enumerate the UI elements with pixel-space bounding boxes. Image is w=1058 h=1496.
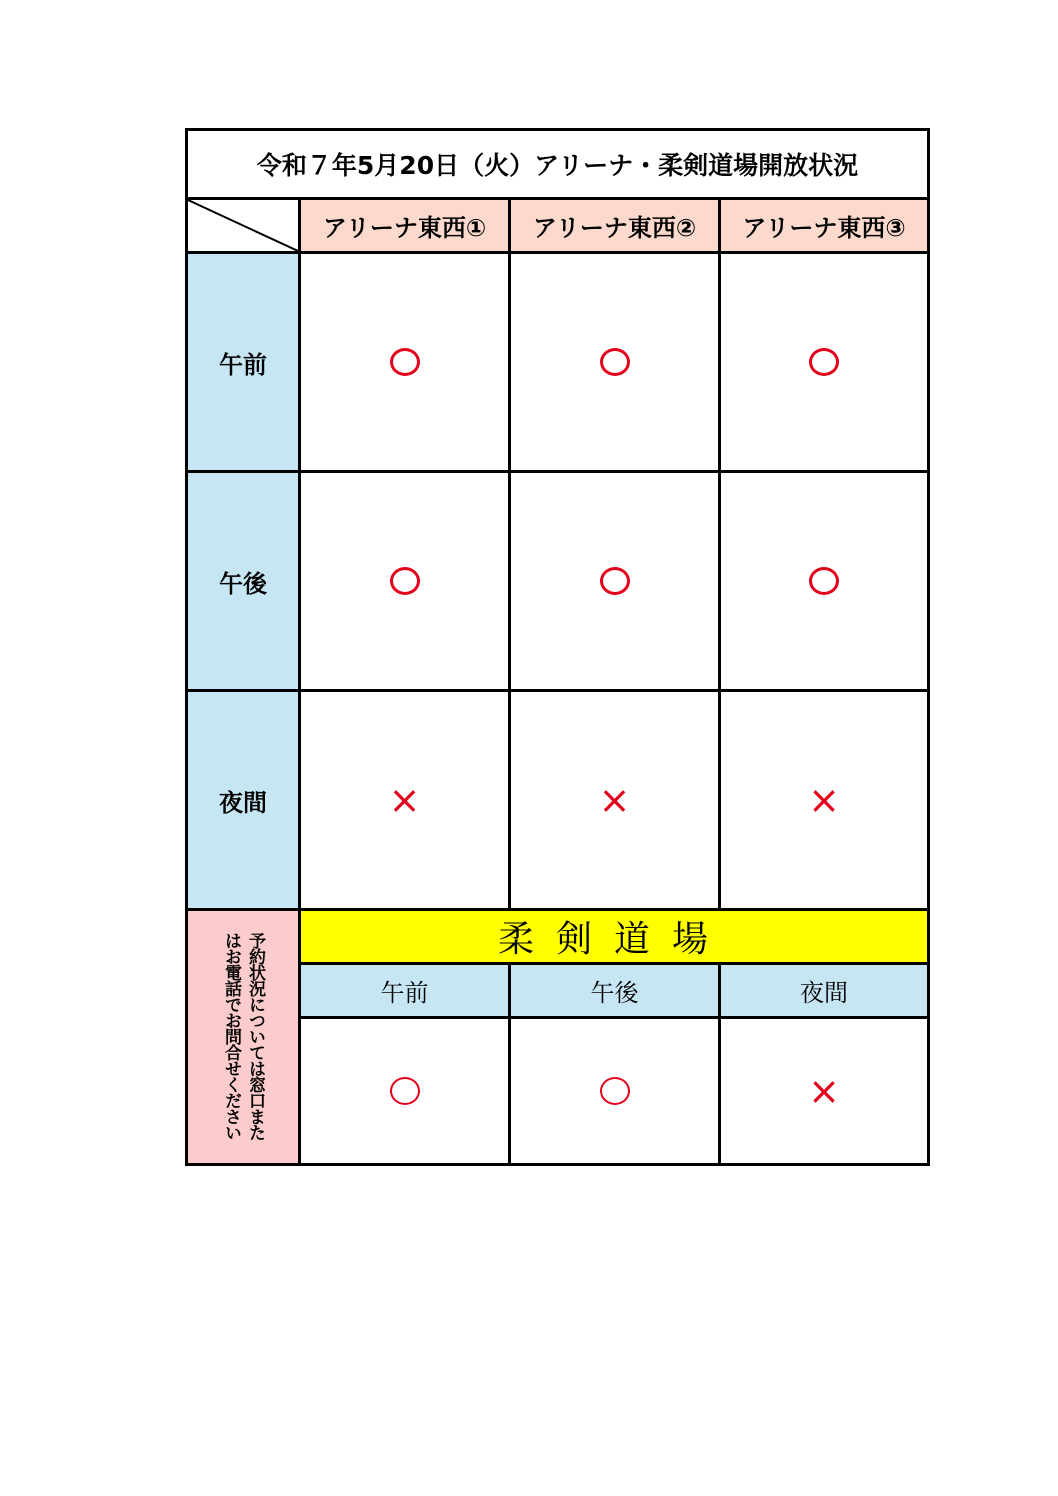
dojo-title: 柔剣道場 xyxy=(298,908,930,965)
available-icon xyxy=(809,348,839,376)
status-mark xyxy=(508,251,721,473)
status-table xyxy=(185,128,930,1166)
corner-diagonal xyxy=(188,200,298,251)
available-icon xyxy=(390,567,420,595)
unavailable-icon: × xyxy=(388,778,421,822)
unavailable-icon: × xyxy=(808,1069,840,1113)
status-mark xyxy=(718,470,930,692)
status-mark xyxy=(298,470,511,692)
unavailable-icon: × xyxy=(598,778,631,822)
dojo-col-afternoon: 午後 xyxy=(508,962,721,1019)
status-mark xyxy=(508,470,721,692)
row-header-afternoon: 午後 xyxy=(185,470,301,692)
dojo-status-mark xyxy=(508,1016,721,1166)
row-header-night: 夜間 xyxy=(185,689,301,911)
status-mark xyxy=(718,689,930,911)
col-header-arena-1: アリーナ東西① xyxy=(298,197,511,254)
table-title: 令和７年5月20日（火）アリーナ・柔剣道場開放状況 xyxy=(185,128,930,200)
reservation-note xyxy=(185,908,301,1166)
available-icon xyxy=(600,567,630,595)
status-mark xyxy=(298,251,511,473)
available-icon xyxy=(390,348,420,376)
col-header-arena-2: アリーナ東西② xyxy=(508,197,721,254)
corner-cell xyxy=(185,197,301,254)
reservation-note-text: 予約状況については窓口またはお電話でお問合せください xyxy=(221,932,265,1140)
status-mark xyxy=(508,689,721,911)
available-icon xyxy=(600,1077,630,1105)
col-header-arena-3: アリーナ東西③ xyxy=(718,197,930,254)
dojo-col-night: 夜間 xyxy=(718,962,930,1019)
dojo-status-mark xyxy=(718,1016,930,1166)
unavailable-icon: × xyxy=(808,778,840,822)
available-icon xyxy=(809,567,839,595)
dojo-status-mark xyxy=(298,1016,511,1166)
status-mark xyxy=(298,689,511,911)
available-icon xyxy=(390,1077,420,1105)
status-mark xyxy=(718,251,930,473)
available-icon xyxy=(600,348,630,376)
row-header-morning: 午前 xyxy=(185,251,301,473)
dojo-col-morning: 午前 xyxy=(298,962,511,1019)
